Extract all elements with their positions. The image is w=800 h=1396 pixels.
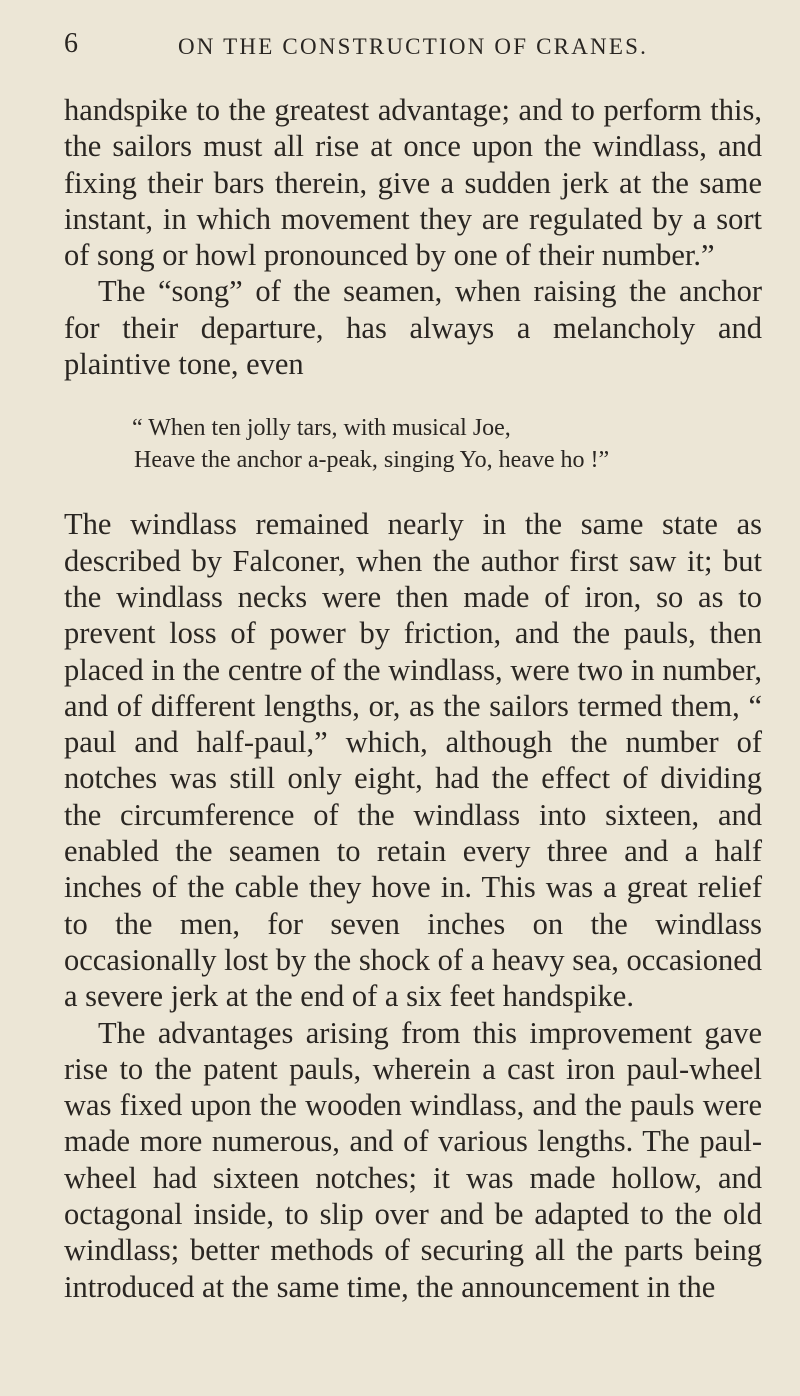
verse-quotation <box>132 412 762 476</box>
paragraph-patent-pauls: The advantages arising from this improvement gave rise to the patent pauls, wherein a cast iron paul-wheel was fixed upon the wooden windlass, and the pauls were made more numerous, and of various lengths. The paul-wheel had sixteen notches; it was made hollow, and octagonal inside, to slip over and be adapted to the old windlass; better methods of securing all the parts being introduced at the same time, the announcement in the <box>64 1015 762 1304</box>
paragraph-song: The “song” of the seamen, when raising the anchor for their departure, has always a melancholy and plaintive tone, even <box>64 274 762 382</box>
book-page <box>0 22 800 1396</box>
page-number: 6 <box>64 28 79 59</box>
paragraph-windlass: The windlass remained nearly in the same state as described by Falconer, when the author first saw it; but the windlass necks were then made of iron, so as to prevent loss of power by friction, and the pauls, then placed in the centre of the windlass, were two in number, and of different lengths, or, as the sailors termed them, “ paul and half-paul,” which, although the number of notches was still only eight, had the effect of dividing the circumference of the windlass into sixteen, and enabled the seamen to retain every three and a half inches of the cable they hove in. This was a great relief to the men, for seven inches on the windlass occasionally lost by the shock of a heavy sea, occasioned a severe jerk at the end of a six feet handspike. <box>64 507 762 1014</box>
running-header <box>64 22 762 62</box>
verse-line-2: Heave the anchor a-peak, singing Yo, heave ho !” <box>134 447 610 474</box>
running-title: ON THE CONSTRUCTION OF CRANES. <box>178 34 649 59</box>
paragraph-continuation: handspike to the greatest advantage; and to perform this, the sailors must all rise at once upon the windlass, and fixing their bars therein, give a sudden jerk at the same instant, in which movement they are regulated by a sort of song or howl pronounced by one of their number.” <box>64 93 762 273</box>
verse-line-1: “ When ten jolly tars, with musical Joe, <box>132 415 511 442</box>
